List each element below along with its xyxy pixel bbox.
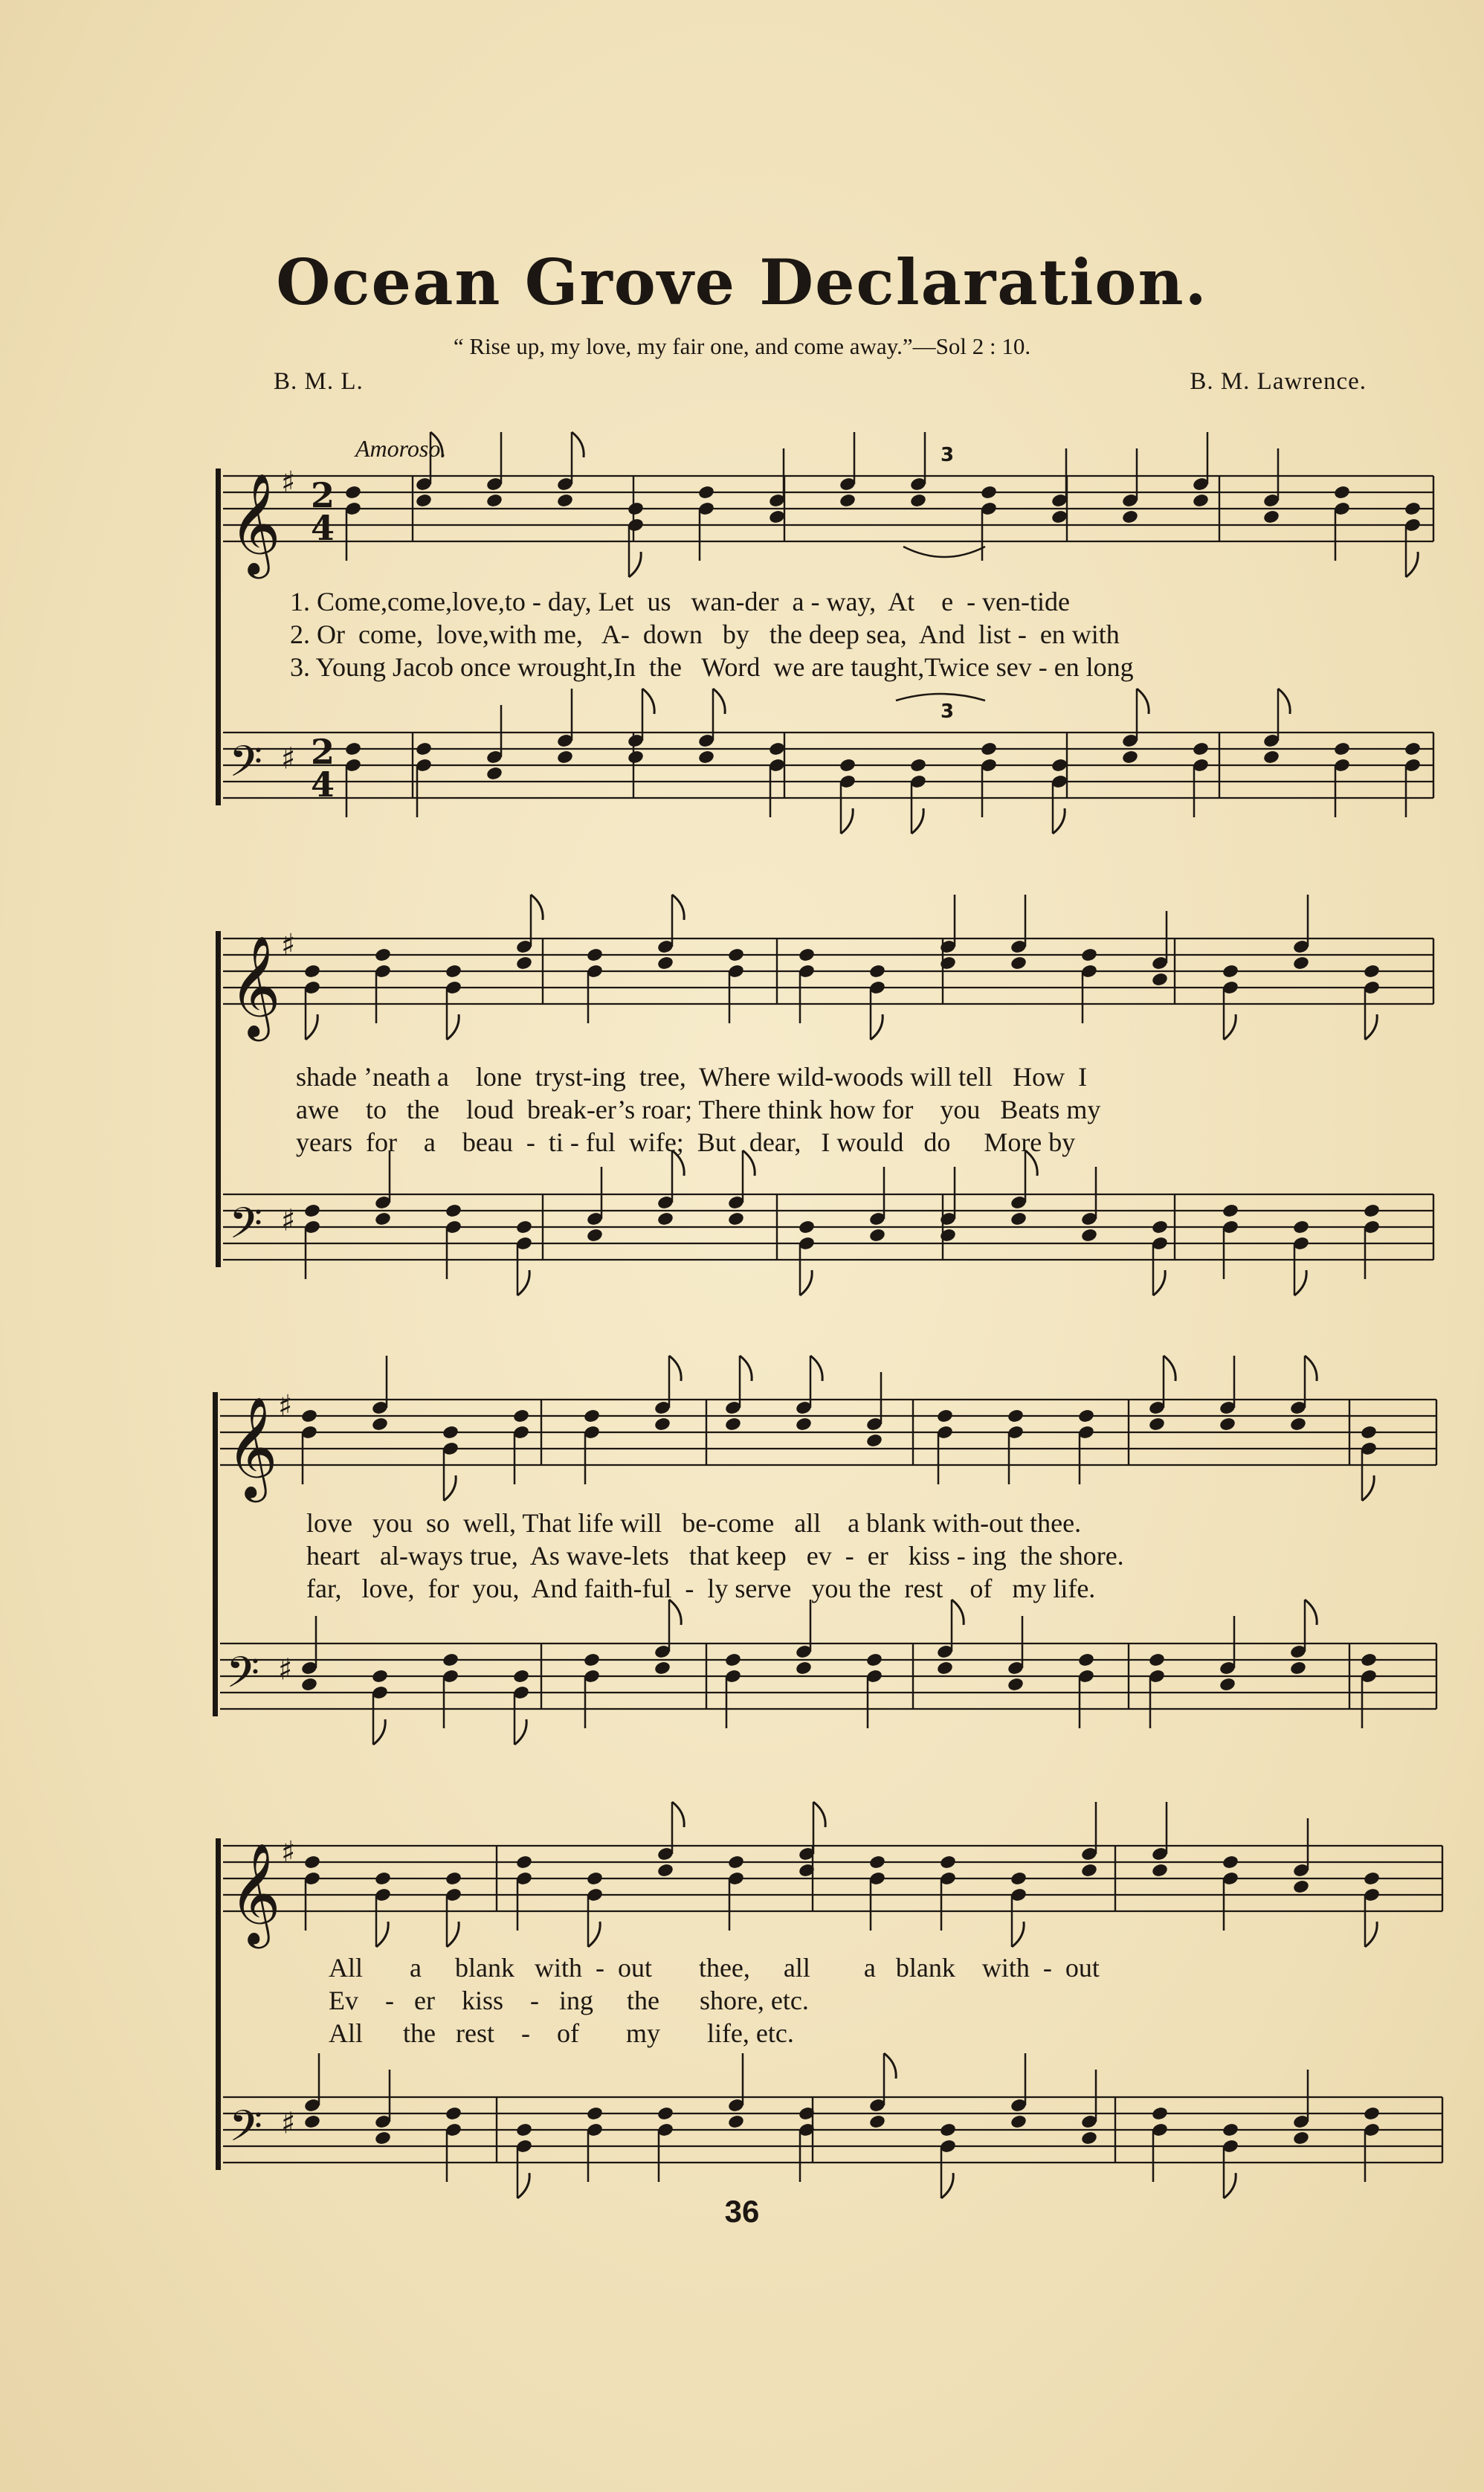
note-head	[654, 1661, 671, 1676]
system-bracket	[213, 1392, 218, 1716]
note-flag	[1224, 1014, 1236, 1040]
note-flag	[376, 1922, 388, 1947]
note-head	[697, 750, 715, 765]
note-head	[1077, 1408, 1095, 1424]
note-flag	[447, 1014, 459, 1040]
note-head	[515, 1855, 533, 1870]
verse-3-line: far, love, for you, And faith-ful - ly serve you the rest of my life.	[306, 1574, 1096, 1603]
note-head	[1051, 758, 1068, 773]
time-signature: 2	[311, 731, 335, 772]
note-head	[1148, 1417, 1166, 1432]
note-flag	[669, 1356, 681, 1381]
verse-3-line: 3. Young Jacob once wrought,In the Word we are taught,Twice sev - en long	[290, 652, 1134, 682]
note-head	[300, 1677, 318, 1693]
sharp-icon: ♯	[281, 1835, 296, 1870]
note-flag	[531, 895, 543, 920]
note-flag	[1278, 689, 1290, 714]
verse-2-line: awe to the loud break-er’s roar; There think how for you Beats my	[296, 1095, 1101, 1124]
note-head	[1219, 1677, 1236, 1693]
time-signature: 4	[311, 507, 335, 548]
note-flag	[430, 432, 442, 457]
composer-credit: B. M. Lawrence.	[1190, 368, 1367, 395]
note-head	[1292, 2131, 1310, 2146]
note-head	[1080, 1863, 1098, 1878]
note-head	[724, 1417, 742, 1432]
note-flag	[1362, 1475, 1374, 1501]
note-head	[515, 956, 533, 971]
system-bracket	[216, 469, 221, 805]
note-head	[1333, 741, 1351, 757]
note-head	[1192, 741, 1210, 757]
note-flag	[1153, 1270, 1165, 1295]
sharp-icon: ♯	[278, 1389, 293, 1423]
treble-clef-icon: 𝄞	[229, 934, 281, 1037]
sharp-icon: ♯	[281, 928, 296, 962]
sharp-icon: ♯	[281, 1203, 296, 1238]
note-head	[1262, 509, 1280, 525]
note-flag	[373, 1719, 385, 1745]
note-flag	[444, 1475, 456, 1501]
note-head	[1080, 947, 1098, 963]
note-head	[445, 1203, 462, 1219]
sharp-icon: ♯	[281, 2106, 296, 2141]
note-head	[1222, 1855, 1239, 1870]
note-head	[939, 1228, 957, 1243]
note-head	[798, 1220, 816, 1235]
page-number: 36	[724, 2194, 760, 2229]
verse-1-line: 1. Come,come,love,to - day, Let us wan-der a - way, At e - ven-tide	[290, 587, 1071, 616]
note-flag	[1406, 552, 1418, 577]
verse-2-line: 2. Or come, love,with me, A- down by the deep sea, And list - en with	[290, 619, 1120, 649]
note-head	[936, 1408, 954, 1424]
note-head	[445, 964, 462, 979]
treble-clef-icon: 𝄞	[229, 1841, 281, 1944]
note-flag	[1294, 1270, 1306, 1295]
note-head	[656, 2106, 674, 2122]
note-head	[727, 947, 745, 963]
note-flag	[1053, 808, 1065, 834]
note-head	[344, 741, 362, 757]
system-bracket	[216, 1838, 221, 2170]
note-head	[303, 1855, 321, 1870]
note-head	[795, 1417, 813, 1432]
note-head	[939, 956, 957, 971]
bass-clef-icon: 𝄢	[229, 1198, 263, 1259]
note-head	[868, 1228, 886, 1243]
note-head	[303, 2114, 321, 2130]
note-head	[727, 1211, 745, 1227]
note-head	[586, 1228, 604, 1243]
note-head	[1080, 2131, 1098, 2146]
note-head	[512, 1408, 530, 1424]
note-flag	[672, 1802, 684, 1827]
sharp-icon: ♯	[281, 466, 296, 500]
note-head	[583, 1408, 601, 1424]
bass-clef-icon: 𝄢	[229, 736, 263, 797]
note-head	[1010, 1211, 1027, 1227]
note-flag	[629, 552, 641, 577]
note-flag	[642, 689, 654, 714]
time-signature: 4	[311, 764, 335, 805]
note-head	[1051, 509, 1068, 525]
note-head	[442, 1425, 459, 1440]
note-head	[868, 1855, 886, 1870]
note-head	[1010, 956, 1027, 971]
slur	[903, 547, 985, 557]
note-head	[1121, 509, 1139, 525]
note-head	[1363, 2106, 1381, 2122]
triplet-number: 3	[941, 701, 955, 723]
note-head	[980, 741, 998, 757]
lyricist-credit: B. M. L.	[274, 368, 364, 395]
note-head	[586, 2106, 604, 2122]
triplet-number: 3	[941, 444, 955, 466]
note-head	[839, 758, 856, 773]
note-head	[1151, 972, 1169, 988]
note-head	[1148, 1652, 1166, 1668]
note-flag	[713, 689, 725, 714]
note-flag	[514, 1719, 526, 1745]
note-flag	[572, 432, 584, 457]
note-head	[795, 1661, 813, 1676]
note-head	[556, 750, 574, 765]
note-head	[656, 1863, 674, 1878]
note-head	[1077, 1652, 1095, 1668]
note-head	[656, 1211, 674, 1227]
time-signature: 2	[311, 474, 335, 515]
note-head	[583, 1652, 601, 1668]
note-head	[727, 2114, 745, 2130]
note-head	[1151, 1220, 1169, 1235]
note-head	[374, 947, 392, 963]
note-head	[445, 2106, 462, 2122]
note-head	[1222, 1203, 1239, 1219]
note-head	[1192, 493, 1210, 509]
hymn-title: Ocean Grove Declaration.	[276, 245, 1208, 319]
note-head	[1360, 1425, 1378, 1440]
note-head	[1080, 1228, 1098, 1243]
note-head	[374, 2131, 392, 2146]
note-flag	[672, 895, 684, 920]
note-head	[1007, 1677, 1025, 1693]
note-head	[627, 501, 645, 517]
note-head	[654, 1417, 671, 1432]
note-head	[586, 1871, 604, 1887]
note-head	[1360, 1652, 1378, 1668]
bass-clef-icon: 𝄢	[229, 2101, 263, 2162]
note-head	[909, 493, 927, 509]
verse-3-line: All the rest - of my life, etc.	[329, 2018, 794, 2048]
note-head	[512, 1669, 530, 1684]
note-head	[586, 947, 604, 963]
treble-clef-icon: 𝄞	[226, 1395, 278, 1498]
note-head	[415, 741, 433, 757]
note-head	[627, 750, 645, 765]
note-head	[371, 1669, 389, 1684]
note-head	[865, 1652, 883, 1668]
note-flag	[1012, 1922, 1024, 1947]
verse-1-line: shade ’neath a lone tryst-ing tree, Where wild-woods will tell How I	[296, 1062, 1088, 1092]
note-head	[768, 741, 786, 757]
system-bracket	[216, 931, 221, 1267]
note-flag	[813, 1802, 825, 1827]
note-head	[344, 485, 362, 500]
note-head	[556, 493, 574, 509]
verse-1-line: love you so well, That life will be-come all a blank with-out thee.	[306, 1508, 1082, 1538]
note-head	[1363, 964, 1381, 979]
note-head	[1151, 2106, 1169, 2122]
verse-3-line: years for a beau - ti - ful wife; But dear, I would do More by	[296, 1127, 1076, 1157]
note-head	[1404, 501, 1422, 517]
verse-1-line: All a blank with - out thee, all a blank with - out	[329, 1953, 1100, 1983]
note-head	[485, 766, 503, 782]
note-head	[697, 485, 715, 500]
note-head	[839, 493, 856, 509]
note-head	[1007, 1408, 1025, 1424]
note-head	[1363, 1203, 1381, 1219]
note-head	[909, 758, 927, 773]
note-head	[300, 1408, 318, 1424]
note-head	[415, 493, 433, 509]
treble-clef-icon: 𝄞	[229, 471, 281, 574]
note-head	[1292, 956, 1310, 971]
note-head	[768, 509, 786, 525]
note-head	[445, 1871, 462, 1887]
note-flag	[841, 808, 853, 834]
note-flag	[306, 1014, 317, 1040]
slur	[896, 694, 985, 701]
note-head	[868, 2114, 886, 2130]
note-flag	[447, 1922, 459, 1947]
note-head	[515, 1220, 533, 1235]
note-flag	[1164, 1356, 1175, 1381]
note-head	[798, 947, 816, 963]
note-head	[1121, 750, 1139, 765]
note-head	[936, 1661, 954, 1676]
note-head	[1333, 485, 1351, 500]
note-flag	[810, 1356, 822, 1381]
note-head	[371, 1417, 389, 1432]
note-flag	[588, 1922, 600, 1947]
note-flag	[800, 1270, 812, 1295]
note-flag	[1365, 1922, 1377, 1947]
note-flag	[912, 808, 923, 834]
note-head	[374, 1211, 392, 1227]
verse-2-line: heart al-ways true, As wave-lets that keep ev - er kiss - ing the shore.	[306, 1541, 1124, 1571]
note-head	[1292, 1879, 1310, 1895]
note-head	[515, 2122, 533, 2138]
verse-2-line: Ev - er kiss - ing the shore, etc.	[329, 1986, 809, 2015]
note-head	[727, 1855, 745, 1870]
bass-clef-icon: 𝄢	[226, 1647, 260, 1708]
note-head	[939, 2122, 957, 2138]
note-flag	[1305, 1600, 1317, 1625]
sharp-icon: ♯	[278, 1652, 293, 1687]
note-head	[1292, 1220, 1310, 1235]
note-head	[374, 1871, 392, 1887]
note-flag	[871, 1014, 883, 1040]
note-head	[1262, 750, 1280, 765]
note-head	[1289, 1661, 1307, 1676]
note-head	[1151, 1863, 1169, 1878]
note-flag	[1365, 1014, 1377, 1040]
note-head	[485, 493, 503, 509]
note-head	[442, 1652, 459, 1668]
note-head	[939, 1855, 957, 1870]
note-head	[724, 1652, 742, 1668]
note-flag	[1305, 1356, 1317, 1381]
scripture-epigraph: “ Rise up, my love, my fair one, and come away.”—Sol 2 : 10.	[453, 333, 1031, 359]
note-head	[656, 956, 674, 971]
note-head	[1010, 2114, 1027, 2130]
note-head	[868, 964, 886, 979]
note-flag	[740, 1356, 752, 1381]
note-head	[1222, 964, 1239, 979]
note-head	[303, 964, 321, 979]
note-flag	[517, 1270, 529, 1295]
note-head	[1363, 1871, 1381, 1887]
note-flag	[884, 2053, 896, 2079]
sharp-icon: ♯	[281, 741, 296, 776]
note-head	[1289, 1417, 1307, 1432]
note-head	[1010, 1871, 1027, 1887]
tempo-marking: Amoroso.	[355, 435, 447, 462]
note-head	[1222, 2122, 1239, 2138]
note-head	[865, 1433, 883, 1449]
note-head	[1219, 1417, 1236, 1432]
note-head	[303, 1203, 321, 1219]
note-head	[980, 485, 998, 500]
note-flag	[1137, 689, 1149, 714]
note-head	[1404, 741, 1422, 757]
